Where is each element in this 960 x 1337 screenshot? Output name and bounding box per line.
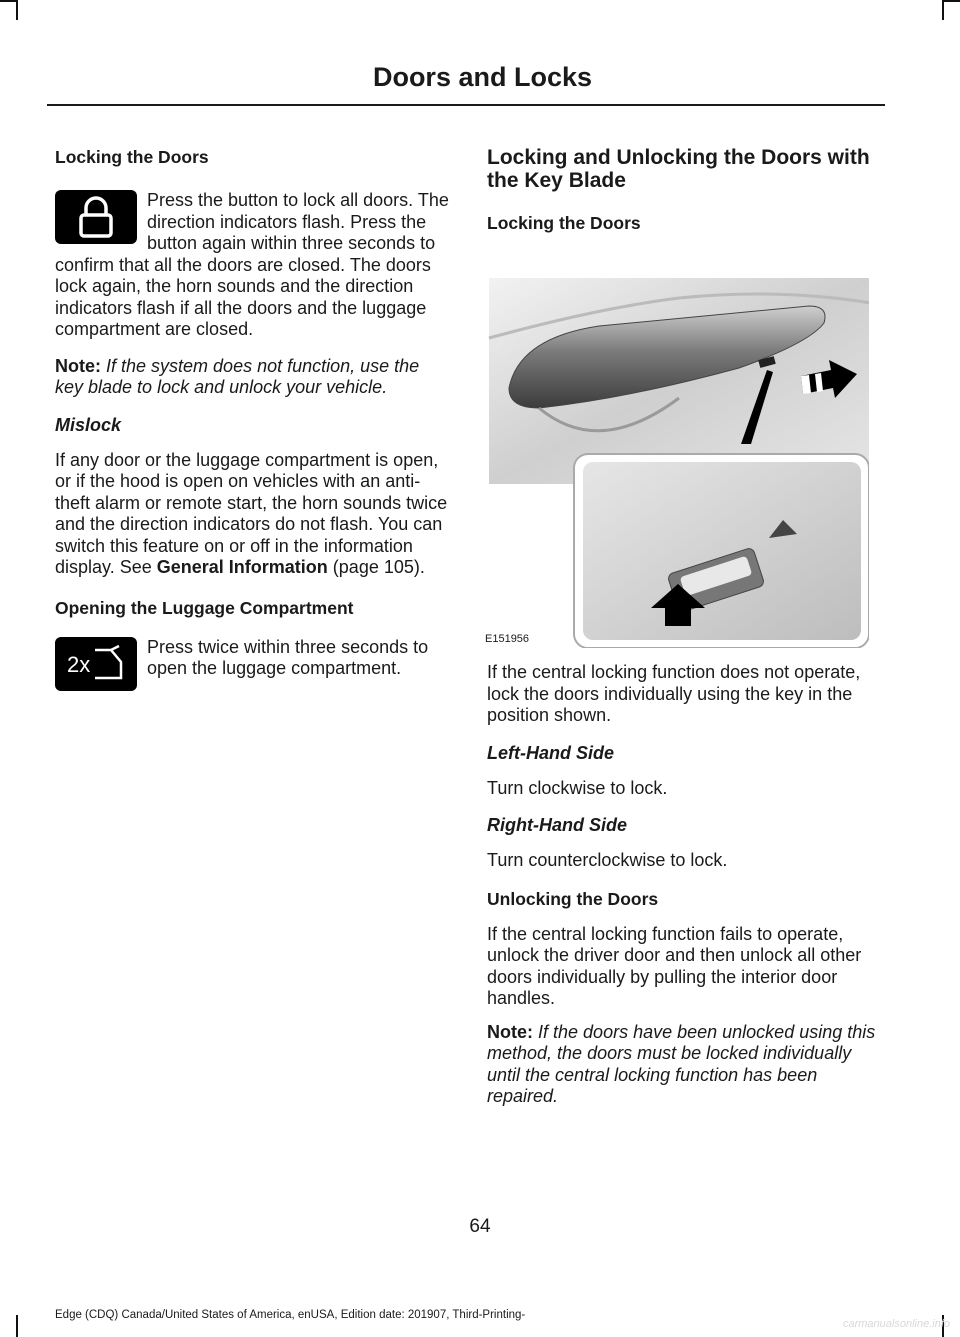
left-column bbox=[55, 146, 450, 693]
unlock-text: If the central locking function fails to operate, unlock the driver door and then unlock all other doors individually by pulling the interior door handles. bbox=[487, 923, 862, 1008]
liftgate-2x-label: 2x bbox=[67, 651, 91, 677]
door-handle-figure bbox=[479, 248, 869, 648]
mislock-page-ref: (page 105). bbox=[332, 557, 425, 577]
unlock-heading: Unlocking the Doors bbox=[487, 888, 659, 909]
header-rule bbox=[47, 104, 885, 106]
mislock-paragraph bbox=[55, 450, 450, 579]
crop-mark bbox=[942, 0, 960, 2]
note-text: If the system does not function, use the key blade to lock and unlock your vehicle. bbox=[55, 355, 420, 397]
right-note-label: Note: bbox=[487, 1021, 533, 1042]
rhs-text: Turn counterclockwise to lock. bbox=[487, 850, 728, 870]
luggage-paragraph bbox=[55, 637, 450, 680]
right-locking-heading: Locking the Doors bbox=[487, 213, 641, 233]
lock-icon bbox=[55, 190, 137, 244]
luggage-heading: Opening the Luggage Compartment bbox=[55, 597, 354, 618]
luggage-text: Press twice within three seconds to open the luggage compartment. bbox=[147, 636, 429, 678]
watermark: carmanualsonline.info bbox=[842, 1318, 950, 1330]
rhs-heading: Right-Hand Side bbox=[487, 815, 627, 835]
page-number: 64 bbox=[469, 1216, 491, 1237]
figure-id: E151956 bbox=[485, 633, 530, 645]
note-paragraph bbox=[55, 352, 450, 399]
crop-mark bbox=[16, 0, 18, 20]
page-title: Doors and Locks bbox=[372, 62, 592, 92]
liftgate-2x-icon bbox=[55, 637, 137, 691]
lhs-heading: Left-Hand Side bbox=[487, 742, 615, 763]
locking-heading: Locking the Doors bbox=[55, 147, 209, 167]
edition-line: Edge (CDQ) Canada/United States of America, enUSA, Edition date: 201907, Third-Printing- bbox=[55, 1309, 526, 1321]
right-note-text: If the doors have been unlocked using this method, the doors must be locked individually until the central locking function has been repaired. bbox=[487, 1021, 876, 1106]
section-title: Locking and Unlocking the Doors with the Key Blade bbox=[487, 146, 870, 192]
note-label: Note: bbox=[55, 355, 101, 376]
right-column bbox=[487, 146, 882, 1119]
mislock-text: If any door or the luggage compartment is open, or if the hood is open on vehicles with an anti-theft alarm or remote start, the horn sounds twice and the direction indicators do not flash. You can switch this feature on or off in the information display. See bbox=[55, 449, 448, 577]
lhs-text: Turn clockwise to lock. bbox=[487, 777, 668, 798]
mislock-heading: Mislock bbox=[55, 414, 122, 435]
lock-paragraph bbox=[55, 190, 450, 341]
right-note-paragraph bbox=[487, 1022, 882, 1108]
lock-text: Press the button to lock all doors. The direction indicators flash. Press the button again within three seconds to confirm that all the doors are closed. The doors lock again, the horn sounds and the direction indicators flash if all the doors and the luggage compartment are closed. bbox=[55, 190, 449, 339]
general-information-link[interactable]: General Information bbox=[156, 557, 328, 577]
crop-mark bbox=[942, 0, 944, 20]
crop-mark bbox=[16, 1315, 18, 1337]
central-paragraph: If the central locking function does not operate, lock the doors individually using the key in the position shown. bbox=[487, 662, 861, 725]
